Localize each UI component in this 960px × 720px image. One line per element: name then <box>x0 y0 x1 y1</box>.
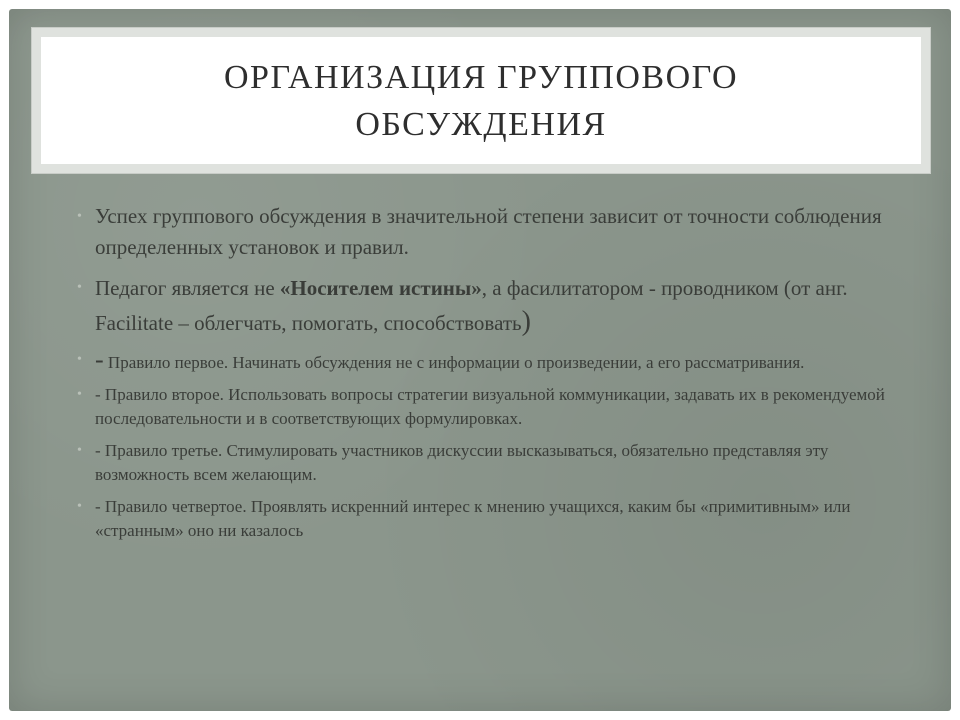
slide <box>9 9 951 711</box>
rule-3 <box>77 439 897 487</box>
rule-2-text: - Правило второе. Использовать вопросы стратегии визуальной коммуникации, задавать их в рекомендуемой последовательности и в соответствующих формулировках. <box>95 385 885 428</box>
paragraph-1 <box>77 201 897 263</box>
bullet-icon: • <box>77 352 82 367</box>
slide-title: ОРГАНИЗАЦИЯ ГРУППОВОГО ОБСУЖДЕНИЯ <box>224 58 738 143</box>
title-frame <box>31 27 931 174</box>
rule-4-text: - Правило четвертое. Проявлять искренний интерес к мнению учащихся, каким бы «примитивным» или «странным» оно ни казалось <box>95 497 851 540</box>
rule-1 <box>77 345 897 375</box>
paragraph-2-text-before: Педагог является не <box>95 276 280 300</box>
paragraph-2-text-after: , а фасилитатором - проводником (от анг. Facilitate – облегчать, помогать, способствовать <box>95 276 848 335</box>
rule-3-text: - Правило третье. Стимулировать участников дискуссии высказываться, обязательно представляя эту возможность всем желающим. <box>95 441 829 484</box>
paragraph-2 <box>77 271 897 340</box>
rule-1-dash: - <box>95 345 104 374</box>
bullet-icon: • <box>77 387 82 402</box>
paragraph-2-bold: «Носителем истины» <box>279 276 482 300</box>
bullet-icon: • <box>77 209 82 224</box>
rule-4 <box>77 495 897 543</box>
paragraph-2-paren: ) <box>521 306 531 337</box>
body-content <box>77 201 897 551</box>
paragraph-1-text: Успех группового обсуждения в значительной степени зависит от точности соблюдения определенных установок и правил. <box>95 204 882 259</box>
rule-2 <box>77 383 897 431</box>
rule-1-text: Правило первое. Начинать обсуждения не с информации о произведении, а его рассматривания. <box>103 353 805 372</box>
bullet-icon: • <box>77 443 82 458</box>
title-panel <box>41 37 921 164</box>
bullet-icon: • <box>77 499 82 514</box>
bullet-icon: • <box>77 280 82 295</box>
